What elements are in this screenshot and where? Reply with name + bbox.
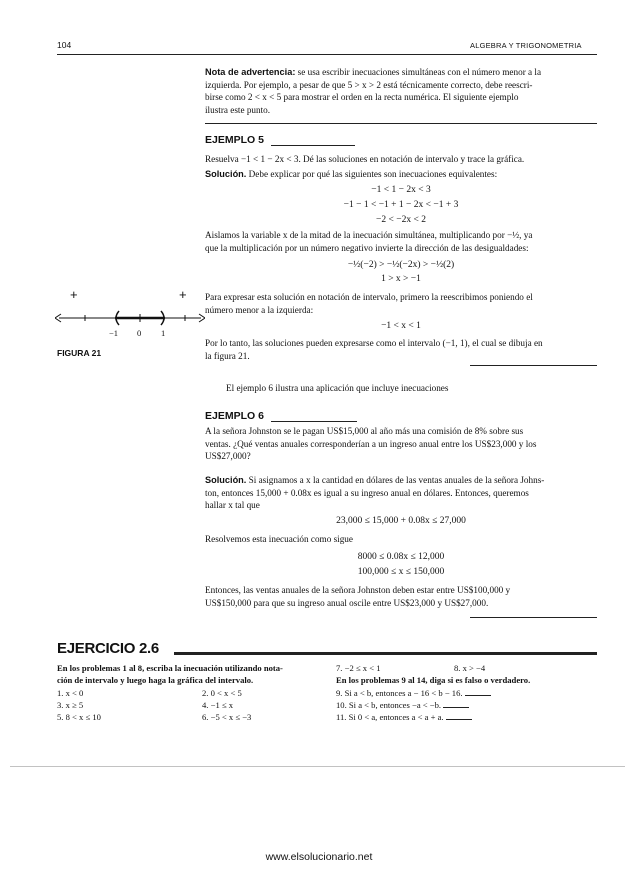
ejemplo5-heading-rule [271,145,355,146]
problem: 10. Si a < b, entonces −a < −b. [336,700,442,710]
nota-line: ilustra este punto. [205,104,271,115]
figure-caption: FIGURA 21 [57,348,102,358]
ejemplo5-problem: Resuelva −1 < 1 − 2x < 3. Dé las soluciones en notación de intervalo y trace la gráfica. [205,154,525,164]
nota-line: se usa escribir inecuaciones simultáneas con el número menor a la [295,67,542,77]
paragraph-line: la figura 21. [205,350,250,361]
equation: 23,000 ≤ 15,000 + 0.08x ≤ 27,000 [336,516,466,526]
solucion-text: Debe explicar por qué las siguientes son inecuaciones equivalentes: [246,169,498,179]
problem-row [336,699,598,711]
equation: −1 − 1 < −1 + 1 − 2x < −1 + 3 [343,200,459,210]
transition-text: El ejemplo 6 ilustra una aplicación que incluye inecuaciones [226,383,449,393]
problem-row [57,700,327,712]
paragraph-line: ventas. ¿Qué ventas anuales corresponderían a un ingreso anual entre los US$23,000 y los [205,438,537,449]
ejemplo6-end-rule [470,617,597,618]
problem: 9. Si a < b, entonces a − 16 < b − 16. [336,688,463,698]
nota-line: izquierda. Por ejemplo, a pesar de que 5 > x > 2 está técnicamente correcto, debe reescri- [205,79,533,90]
resolve-text: Resolvemos esta inecuación como sigue [205,534,353,544]
answer-blank [443,699,469,708]
problems-left [57,688,327,724]
paragraph-line: Por lo tanto, las soluciones pueden expresarse como el intervalo (−1, 1), el cual se dibuja en [205,338,543,348]
ejemplo5-paragraph [205,229,597,254]
nota-label: Nota de advertencia: [205,67,296,77]
problem: 3. x ≥ 5 [57,700,84,710]
figura21 [55,283,205,353]
ejemplo5-heading: EJEMPLO 5 [205,134,264,146]
instruction-line: ción de intervalo y luego haga la gráfica del intervalo. [57,674,254,685]
problem: 4. −1 ≤ x [202,700,234,710]
ejemplo5-paragraph [205,291,597,316]
problem-row [336,687,598,699]
answer-blank [446,711,472,720]
nota-line: birse como 2 < x < 5 para mostrar el orden en la recta numérica. El siguiente ejemplo [205,92,519,103]
problem: 7. −2 ≤ x < 1 [336,663,381,673]
equation: 8000 ≤ 0.08x ≤ 12,000 [357,552,445,562]
header-rule [57,54,597,55]
problem: 2. 0 < x < 5 [202,688,242,698]
page-number: 104 [57,40,72,50]
ejemplo5-paragraph [205,337,597,362]
answer-blank [465,687,491,696]
running-title: ALGEBRA Y TRIGONOMETRIA [470,41,582,50]
solucion-label: Solución. [205,169,247,179]
problem: 8. x > −4 [454,663,486,673]
solucion-label: Solución. [205,475,247,485]
ejemplo6-final [205,584,597,609]
tick-label: 0 [137,328,142,338]
paragraph-line: Entonces, las ventas anuales de la señora Johnston deben estar entre US$100,000 y [205,585,511,595]
problem-row [336,663,598,675]
paragraph-line: US$150,000 para que su ingreso anual oscile entre US$23,000 y US$27,000. [205,597,489,608]
paragraph-line: ton, entonces 15,000 + 0.08x es igual a su ingreso anual en dólares. Entonces, queremos [205,487,529,498]
equation: −1 < 1 − 2x < 3 [371,185,431,195]
problem: 1. x < 0 [57,688,84,698]
instruction-line: En los problemas 1 al 8, escriba la inecuación utilizando nota- [57,663,283,673]
ejemplo6-heading-rule [271,421,357,422]
paragraph-line: Para expresar esta solución en notación de intervalo, primero la reescribimos poniendo el [205,292,533,302]
paragraph-line: US$27,000? [205,451,251,462]
plus-sign-right: + [179,287,187,302]
ejemplo6-heading: EJEMPLO 6 [205,410,264,422]
right-instructions: En los problemas 9 al 14, diga si es falso o verdadero. [336,675,531,685]
number-line [55,303,205,333]
paragraph-line: A la señora Johnston se le pagan US$15,000 al año más una comisión de 8% sobre sus [205,426,524,436]
paragraph-line: Si asignamos a x la cantidad en dólares de las ventas anuales de la señora Johns- [246,475,545,485]
problem-row [336,711,598,723]
nota-rule [205,123,597,124]
tick-label: 1 [161,328,166,338]
problem: 6. −5 < x ≤ −3 [202,712,252,722]
tick-label: −1 [109,328,119,338]
problem-row [57,712,327,724]
equation: −2 < −2x < 2 [376,215,426,225]
ejemplo5-end-rule [470,365,597,366]
paragraph-line: número menor a la izquierda: [205,304,314,315]
ejemplo6-problem [205,425,597,463]
paragraph-line: Aislamos la variable x de la mitad de la inecuación simultánea, multiplicando por −½, ya [205,230,533,240]
paragraph-line: hallar x tal que [205,500,260,511]
footer-url[interactable]: www.elsolucionario.net [265,851,373,863]
equation: 1 > x > −1 [381,274,421,284]
paragraph-line: que la multiplicación por un número negativo invierte la dirección de las desigualdades: [205,242,529,253]
equation: −1 < x < 1 [381,321,421,331]
equation: −½(−2) > −½(−2x) > −½(2) [347,260,455,270]
ejemplo5-solution-line [205,168,597,181]
scan-edge-line [10,766,625,767]
ejercicio-heading: EJERCICIO 2.6 [57,640,159,657]
problem: 11. Si 0 < a, entonces a < a + a. [336,712,444,722]
ejercicio-rule [174,652,597,655]
ejercicio-left-instructions [57,663,327,686]
equation: 100,000 ≤ x ≤ 150,000 [357,567,445,577]
nota-block [205,66,597,116]
ejemplo6-solution [205,474,597,512]
problems-right [336,663,598,723]
problem: 5. 8 < x ≤ 10 [57,712,101,722]
problem-row [57,688,327,700]
plus-sign-left: + [70,287,78,302]
